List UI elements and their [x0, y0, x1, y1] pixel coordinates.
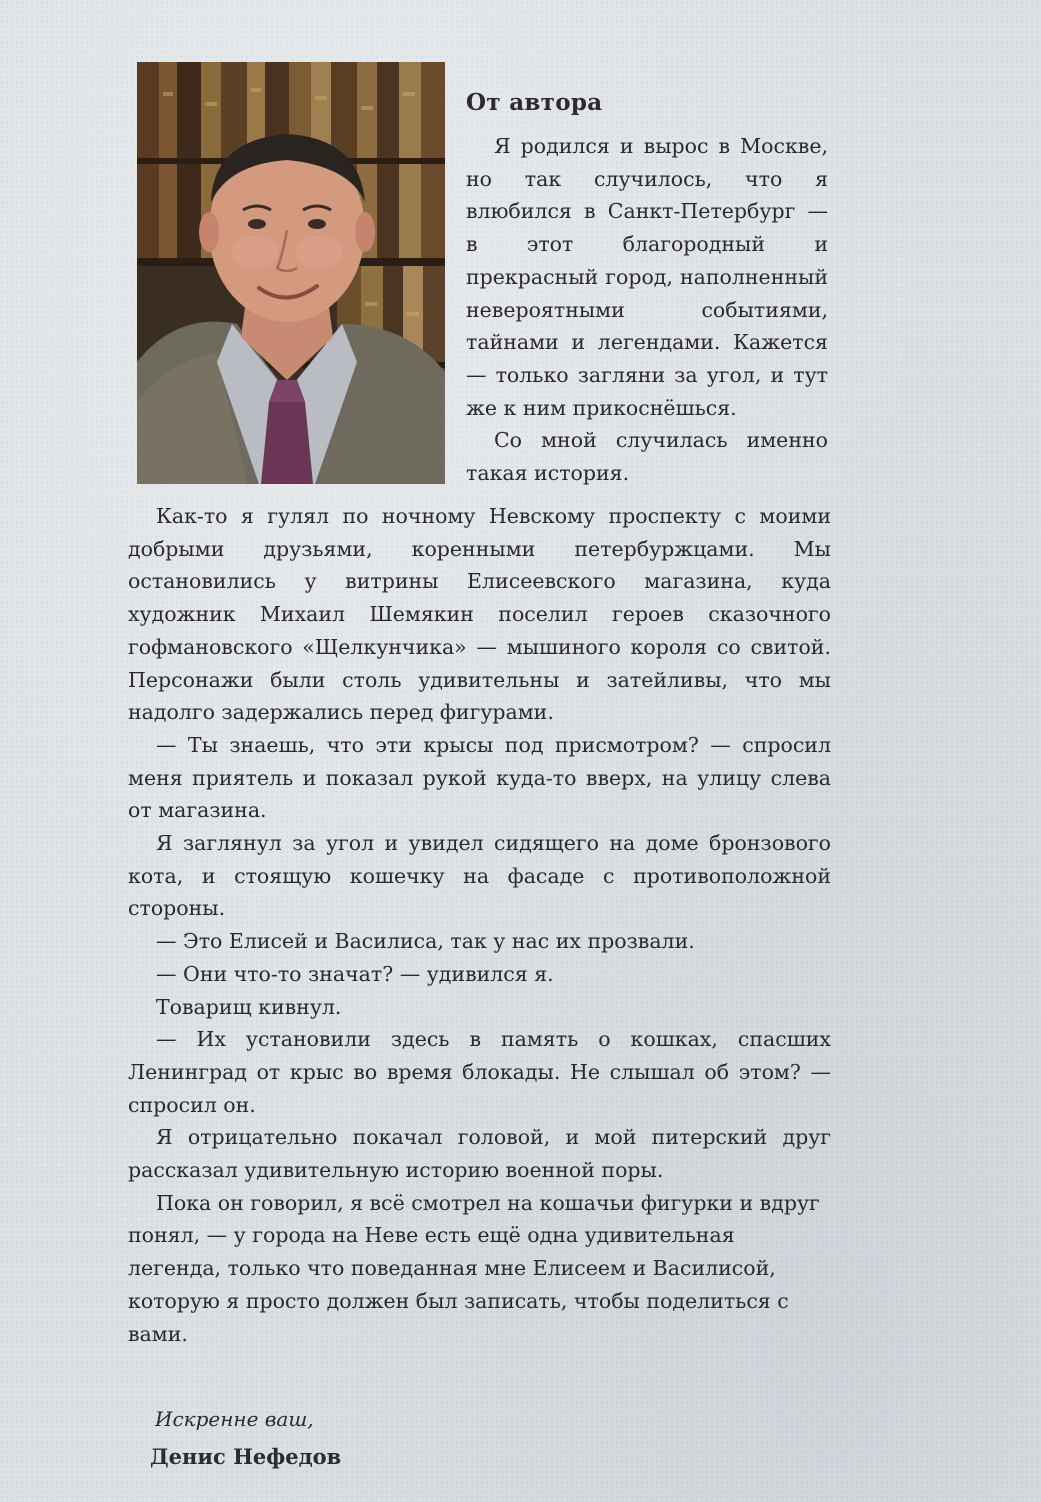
paragraph: Товарищ кивнул.: [156, 994, 342, 1019]
paragraph: Со мной случилась именно такая история.: [466, 428, 828, 486]
paragraph: Как-то я гулял по ночному Невскому проспекту с моими добрыми друзьями, коренными петербуржцами. Мы остановились у витрины Елисеевского магазина, куда художник Михаил Шемякин поселил героев сказочного гофмановского «Щелкунчика» — мышиного короля со свитой. Персонажи были столь удивительны и затейливы, что мы надолго задержались перед фигурами.: [128, 504, 831, 725]
author-photo: [137, 62, 445, 484]
signature-closing: Искренне ваш,: [155, 1407, 314, 1431]
author-name: Денис Нефедов: [150, 1444, 342, 1469]
paragraph: Я отрицательно покачал головой, и мой питерский друг рассказал удивительную историю военной поры.: [128, 1125, 831, 1183]
paragraph: — Их установили здесь в память о кошках, спасших Ленинград от крыс во время блокады. Не слышал об этом? — спросил он.: [128, 1027, 831, 1117]
paragraph: — Это Елисей и Василиса, так у нас их прозвали.: [156, 929, 695, 954]
paragraph: Пока он говорил, я всё смотрел на кошачьи фигурки и вдруг понял, — у города на Неве есть ещё одна удивительная легенда, только что поведанная мне Елисеем и Василисой, которую я просто должен был записать, чтобы поделиться с вами.: [128, 1190, 820, 1346]
paragraph: — Ты знаешь, что эти крысы под присмотром? — спросил меня приятель и показал рукой куда-то вверх, на улицу слева от магазина.: [128, 732, 831, 823]
author-portrait-image: [137, 62, 445, 484]
paragraph: Я заглянул за угол и увидел сидящего на доме бронзового кота, и стоящую кошечку на фасаде с противоположной стороны.: [128, 831, 831, 921]
intro-text-column: [466, 130, 828, 490]
section-heading: От автора: [466, 89, 603, 116]
paragraph: Я родился и вырос в Москве, но так случилось, что я влюбился в Санкт-Петербург — в этот благородный и прекрасный город, наполненный невероятными событиями, тайнами и легендами. Кажется — только загляни за угол, и тут же к ним прикоснёшься.: [466, 134, 828, 420]
paragraph: — Они что-то значат? — удивился я.: [156, 961, 554, 986]
body-text-column: [128, 500, 831, 1350]
